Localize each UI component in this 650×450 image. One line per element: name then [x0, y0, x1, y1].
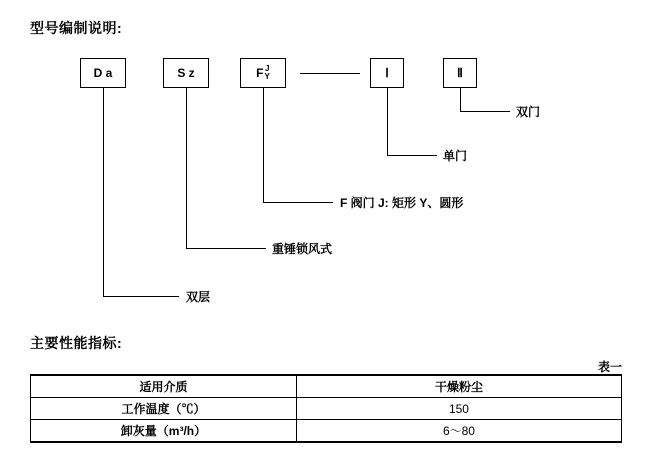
code-box-da — [80, 58, 126, 88]
table-row — [31, 420, 622, 443]
code-box-two — [443, 58, 477, 88]
table-cell-label: 卸灰量（m³/h） — [31, 420, 297, 443]
table-cell-value: 150 — [296, 398, 621, 420]
leader-vline-double-layer — [103, 88, 104, 296]
code-box-f-stack — [265, 65, 270, 82]
table-cell-label: 工作温度（℃） — [31, 398, 297, 420]
table-row — [31, 375, 622, 398]
model-code-heading: 型号编制说明: — [30, 20, 123, 36]
callout-double-door: 双门 — [516, 105, 541, 119]
leader-vline-double-door — [460, 88, 461, 111]
leader-vline-lock-type — [186, 88, 187, 248]
table-cell-value: 6～80 — [296, 420, 621, 443]
performance-heading: 主要性能指标: — [30, 335, 123, 351]
code-box-two-label: Ⅱ — [457, 66, 463, 80]
code-box-f-sup: J — [264, 63, 270, 73]
callout-lock-type: 重锤锁风式 — [272, 242, 333, 256]
callout-valve-shape: F 阀门 J: 矩形 Y、圆形 — [340, 196, 464, 210]
leader-vline-single-door — [387, 88, 388, 155]
leader-hline-lock-type — [186, 248, 266, 249]
code-box-f-label: F — [256, 66, 264, 80]
leader-vline-valve-shape — [263, 88, 264, 202]
code-box-sz — [163, 58, 209, 88]
performance-table — [30, 374, 622, 443]
leader-hline-valve-shape — [263, 202, 333, 203]
code-box-da-label: D a — [93, 66, 113, 80]
callout-single-door: 单门 — [443, 149, 468, 163]
code-box-f-sub: Y — [264, 72, 270, 81]
table-row — [31, 398, 622, 420]
code-box-one-label: Ⅰ — [385, 66, 389, 80]
callout-double-layer: 双层 — [186, 290, 211, 304]
leader-hline-double-layer — [103, 296, 179, 297]
code-box-sz-label: S z — [177, 66, 195, 80]
code-box-one — [370, 58, 404, 88]
table-cell-label: 适用介质 — [31, 375, 297, 398]
leader-hline-single-door — [387, 155, 437, 156]
code-box-f — [240, 58, 286, 88]
table-note: 表一 — [597, 360, 622, 374]
table-cell-value: 干燥粉尘 — [296, 375, 621, 398]
connector-line-f-to-one — [300, 73, 360, 74]
leader-hline-double-door — [460, 111, 510, 112]
